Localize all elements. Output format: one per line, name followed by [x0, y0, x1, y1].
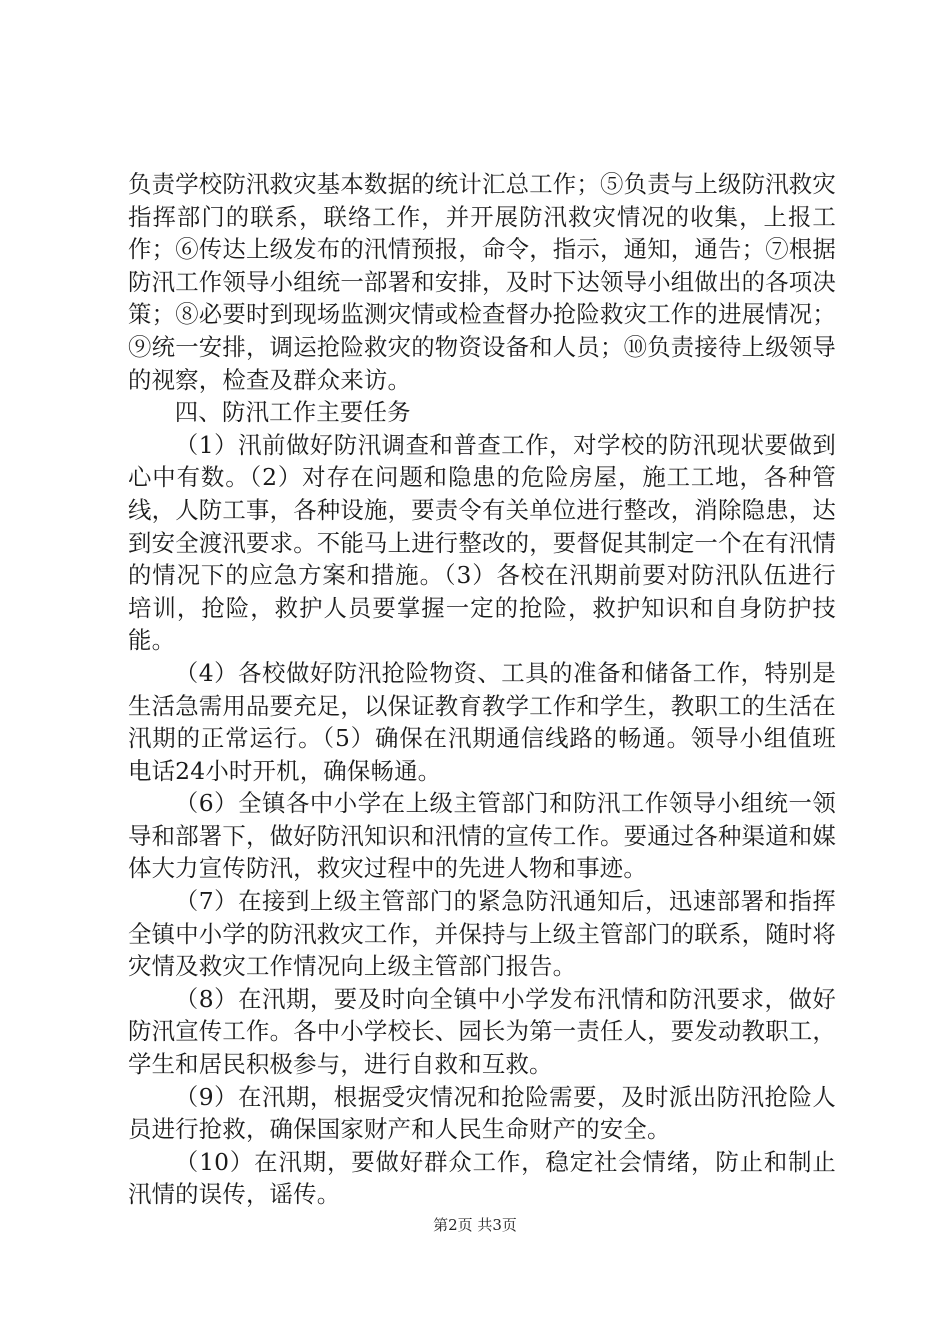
paragraph-task-7: （7）在接到上级主管部门的紧急防汛通知后，迅速部署和指挥全镇中小学的防汛救灾工作，并保持与上级主管部门的联系，随时将灾情及救灾工作情况向上级主管部门报告。	[128, 887, 836, 981]
paragraph-task-9: （9）在汛期，根据受灾情况和抢险需要，及时派出防汛抢险人员进行抢救，确保国家财产和人民生命财产的安全。	[128, 1082, 836, 1144]
paragraph-task-10: （10）在汛期，要做好群众工作，稳定社会情绪，防止和制止汛情的误传，谣传。	[128, 1147, 836, 1209]
paragraph-task-1-3: （1）汛前做好防汛调查和普查工作，对学校的防汛现状要做到心中有数。（2）对存在问题和隐患的危险房屋，施工工地，各种管线，人防工事，各种设施，要责令有关单位进行整改，消除隐患，达到安全渡汛要求。不能马上进行整改的，要督促其制定一个在有汛情的情况下的应急方案和措施。（3）各校在汛期前要对防汛队伍进行培训，抢险，救护人员要掌握一定的抢险，救护知识和自身防护技能。	[128, 430, 836, 655]
page-number-footer: 第2页 共3页	[433, 1216, 517, 1234]
paragraph-task-8: （8）在汛期，要及时向全镇中小学发布汛情和防汛要求，做好防汛宣传工作。各中小学校长、园长为第一责任人，要发动教职工，学生和居民积极参与，进行自救和互救。	[128, 984, 836, 1079]
paragraph-task-6: （6）全镇各中小学在上级主管部门和防汛工作领导小组统一领导和部署下，做好防汛知识和汛情的宣传工作。要通过各种渠道和媒体大力宣传防汛，救灾过程中的先进人物和事迹。	[128, 789, 836, 883]
section-heading-main-tasks: 四、防汛工作主要任务	[174, 398, 411, 427]
document-body	[128, 168, 836, 1211]
paragraph-task-4-5: （4）各校做好防汛抢险物资、工具的准备和储备工作，特别是生活急需用品要充足，以保证教育教学工作和学生，教职工的生活在汛期的正常运行。（5）确保在汛期通信线路的畅通。领导小组值班电话24小时开机，确保畅通。	[128, 658, 836, 785]
paragraph-duties-continued: 负责学校防汛救灾基本数据的统计汇总工作；⑤负责与上级防汛救灾指挥部门的联系，联络工作，并开展防汛救灾情况的收集，上报工作；⑥传达上级发布的汛情预报，命令，指示，通知，通告；⑦根据防汛工作领导小组统一部署和安排，及时下达领导小组做出的各项决策；⑧必要时到现场监测灾情或检查督办抢险救灾工作的进展情况；⑨统一安排，调运抢险救灾的物资设备和人员；⑩负责接待上级领导的视察，检查及群众来访。	[128, 170, 836, 394]
